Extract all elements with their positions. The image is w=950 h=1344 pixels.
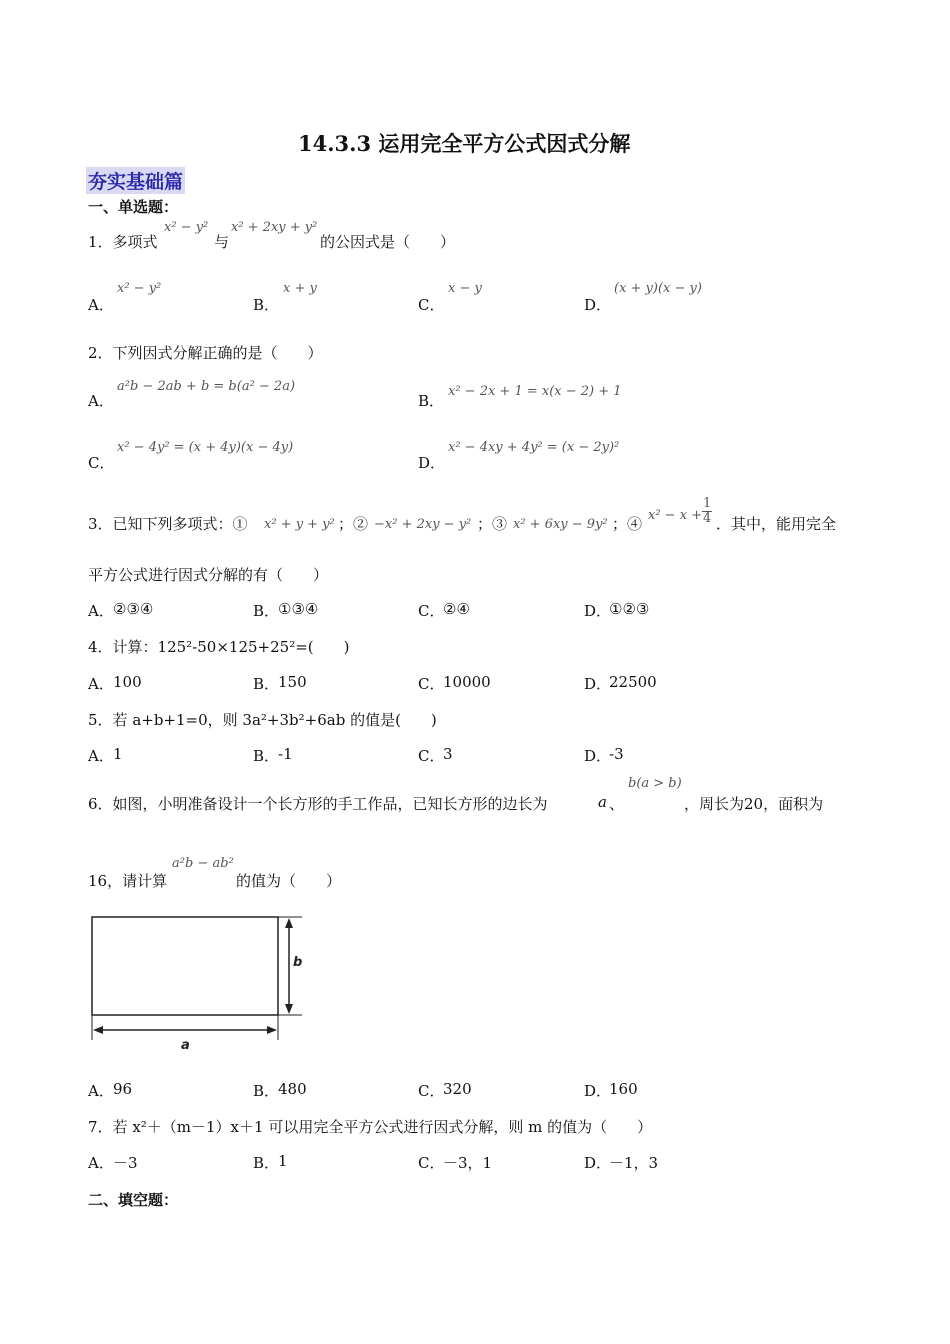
- q7-option-a-label: A．: [88, 1154, 114, 1172]
- q3-sep2: ；③: [477, 515, 508, 533]
- page-title: 14.3.3 运用完全平方公式因式分解: [298, 131, 631, 156]
- q7-option-d[interactable]: －1，3: [609, 1154, 659, 1172]
- q3-expr2: −x² + 2xy − y²: [374, 517, 472, 532]
- q2-option-b-label: B．: [418, 392, 445, 410]
- q6-text-b: ，周长为20，面积为: [684, 795, 824, 813]
- q5-option-c-label: C．: [418, 747, 445, 765]
- q6-sep: 、: [609, 795, 625, 813]
- q3-option-a-label: A．: [88, 602, 114, 620]
- q3-line2: 平方公式进行因式分解的有（ ）: [88, 566, 329, 584]
- q1-expr1: x² − y²: [164, 220, 209, 235]
- b-arrow-down: [285, 1004, 293, 1014]
- q1-text-b: 与: [214, 233, 230, 251]
- q3-sep3: ；④: [612, 515, 643, 533]
- question-5: [88, 709, 437, 730]
- q5-option-d[interactable]: -3: [609, 745, 624, 763]
- q6-text-a: 如图，小明准备设计一个长方形的手工作品，已知长方形的边长为: [112, 795, 548, 813]
- q5-option-a-label: A．: [88, 747, 114, 765]
- q2-option-b[interactable]: x² − 2x + 1 = x(x − 2) + 1: [448, 384, 622, 399]
- q4-option-c-label: C．: [418, 675, 445, 693]
- q3-expr1: x² + y + y²: [264, 517, 335, 532]
- label-a: a: [181, 1038, 190, 1050]
- q2-option-c[interactable]: x² − 4y² = (x + 4y)(x − 4y): [117, 440, 294, 455]
- q3-frac-denominator: 4: [703, 511, 712, 526]
- q1-option-d[interactable]: (x + y)(x − y): [614, 281, 702, 296]
- q6-option-a-label: A．: [88, 1082, 114, 1100]
- q3-text-b: ．其中，能用完全: [716, 515, 837, 533]
- q7-option-d-label: D．: [584, 1154, 612, 1172]
- q2-number: 2．: [88, 344, 113, 362]
- q1-option-a[interactable]: x² − y²: [117, 281, 162, 296]
- q5-text: 若 a+b+1=0，则 3a²+3b²+6ab 的值是( ): [112, 711, 437, 729]
- q1-text-c: 的公因式是（ ）: [320, 233, 456, 251]
- q2-option-a-label: A．: [88, 392, 114, 410]
- q6-option-c[interactable]: 320: [443, 1080, 472, 1098]
- q3-expr3: x² + 6xy − 9y²: [513, 517, 608, 532]
- q3-fraction: [702, 497, 712, 526]
- q5-option-b[interactable]: -1: [278, 745, 293, 763]
- q6-option-b[interactable]: 480: [278, 1080, 307, 1098]
- q1-option-d-label: D．: [584, 296, 612, 314]
- q3-sep1: ；②: [338, 515, 369, 533]
- q5-number: 5．: [88, 711, 113, 729]
- q3-option-b-label: B．: [253, 602, 280, 620]
- q7-option-b-label: B．: [253, 1154, 280, 1172]
- question-7: [88, 1116, 652, 1137]
- q4-option-c[interactable]: 10000: [443, 673, 491, 691]
- q7-option-c[interactable]: －3，1: [443, 1154, 493, 1172]
- question-2: [88, 342, 323, 363]
- q7-number: 7．: [88, 1118, 113, 1136]
- q6-option-a[interactable]: 96: [113, 1080, 133, 1098]
- q3-option-d-label: D．: [584, 602, 612, 620]
- section-single-choice: 一、单选题：: [88, 198, 179, 216]
- q3-number: 3．: [88, 515, 113, 533]
- q7-option-c-label: C．: [418, 1154, 445, 1172]
- section-banner: 夯实基础篇: [86, 167, 185, 194]
- q3-frac-numerator: 1: [703, 496, 712, 511]
- q4-number: 4．: [88, 638, 113, 656]
- q1-option-c-label: C．: [418, 296, 445, 314]
- q7-text: 若 x²＋（m－1）x＋1 可以用完全平方公式进行因式分解，则 m 的值为（ ）: [112, 1118, 653, 1136]
- q6-option-d[interactable]: 160: [609, 1080, 638, 1098]
- q3-option-a[interactable]: ②③④: [113, 600, 154, 618]
- q1-option-b-label: B．: [253, 296, 280, 314]
- q6-option-c-label: C．: [418, 1082, 445, 1100]
- q6-line2-a: 16，请计算: [88, 872, 168, 890]
- q2-option-d-label: D．: [418, 454, 446, 472]
- b-arrow-up: [285, 918, 293, 928]
- q2-option-a[interactable]: a²b − 2ab + b = b(a² − 2a): [117, 379, 296, 394]
- rectangle-figure: [86, 910, 306, 1050]
- q1-option-a-label: A．: [88, 296, 114, 314]
- q3-option-d[interactable]: ①②③: [609, 600, 650, 618]
- label-b: b: [293, 955, 303, 970]
- q5-option-a[interactable]: 1: [113, 745, 123, 763]
- q6-number: 6．: [88, 795, 113, 813]
- q7-option-a[interactable]: －3: [113, 1154, 138, 1172]
- q4-option-b-label: B．: [253, 675, 280, 693]
- q6-line2-b: 的值为（ ）: [236, 872, 342, 890]
- question-1: [88, 231, 158, 252]
- q3-option-c[interactable]: ②④: [443, 600, 470, 618]
- q7-option-b[interactable]: 1: [278, 1152, 288, 1170]
- a-arrow-right: [267, 1026, 277, 1034]
- question-6: [88, 793, 548, 814]
- q5-option-c[interactable]: 3: [443, 745, 453, 763]
- q1-expr2: x² + 2xy + y²: [231, 220, 318, 235]
- q6-option-d-label: D．: [584, 1082, 612, 1100]
- q1-option-b[interactable]: x + y: [283, 281, 317, 296]
- question-4: [88, 636, 350, 657]
- q1-number: 1．: [88, 233, 113, 251]
- q2-option-c-label: C．: [88, 454, 115, 472]
- q4-text: 计算：125²-50×125+25²=( ): [112, 638, 350, 656]
- q2-option-d[interactable]: x² − 4xy + 4y² = (x − 2y)²: [448, 440, 620, 455]
- q5-option-d-label: D．: [584, 747, 612, 765]
- q6-var-a: a: [598, 793, 607, 811]
- q4-option-a-label: A．: [88, 675, 114, 693]
- q6-expr2: a²b − ab²: [172, 856, 234, 871]
- q5-option-b-label: B．: [253, 747, 280, 765]
- q2-text: 下列因式分解正确的是（ ）: [112, 344, 323, 362]
- q4-option-d[interactable]: 22500: [609, 673, 657, 691]
- q6-option-b-label: B．: [253, 1082, 280, 1100]
- q1-option-c[interactable]: x − y: [448, 281, 482, 296]
- q4-option-b[interactable]: 150: [278, 673, 307, 691]
- q3-text-a: 已知下列多项式：①: [112, 515, 248, 533]
- q4-option-d-label: D．: [584, 675, 612, 693]
- q4-option-a[interactable]: 100: [113, 673, 142, 691]
- q3-option-b[interactable]: ①③④: [278, 600, 319, 618]
- section-fill-blank: 二、填空题：: [88, 1191, 179, 1209]
- question-3: [88, 513, 248, 534]
- q1-text-a: 多项式: [112, 233, 158, 251]
- q6-expr-b: b(a > b): [628, 776, 682, 791]
- rectangle-shape: [92, 917, 278, 1015]
- a-arrow-left: [93, 1026, 103, 1034]
- q3-expr4: x² − x +: [648, 508, 703, 523]
- q3-option-c-label: C．: [418, 602, 445, 620]
